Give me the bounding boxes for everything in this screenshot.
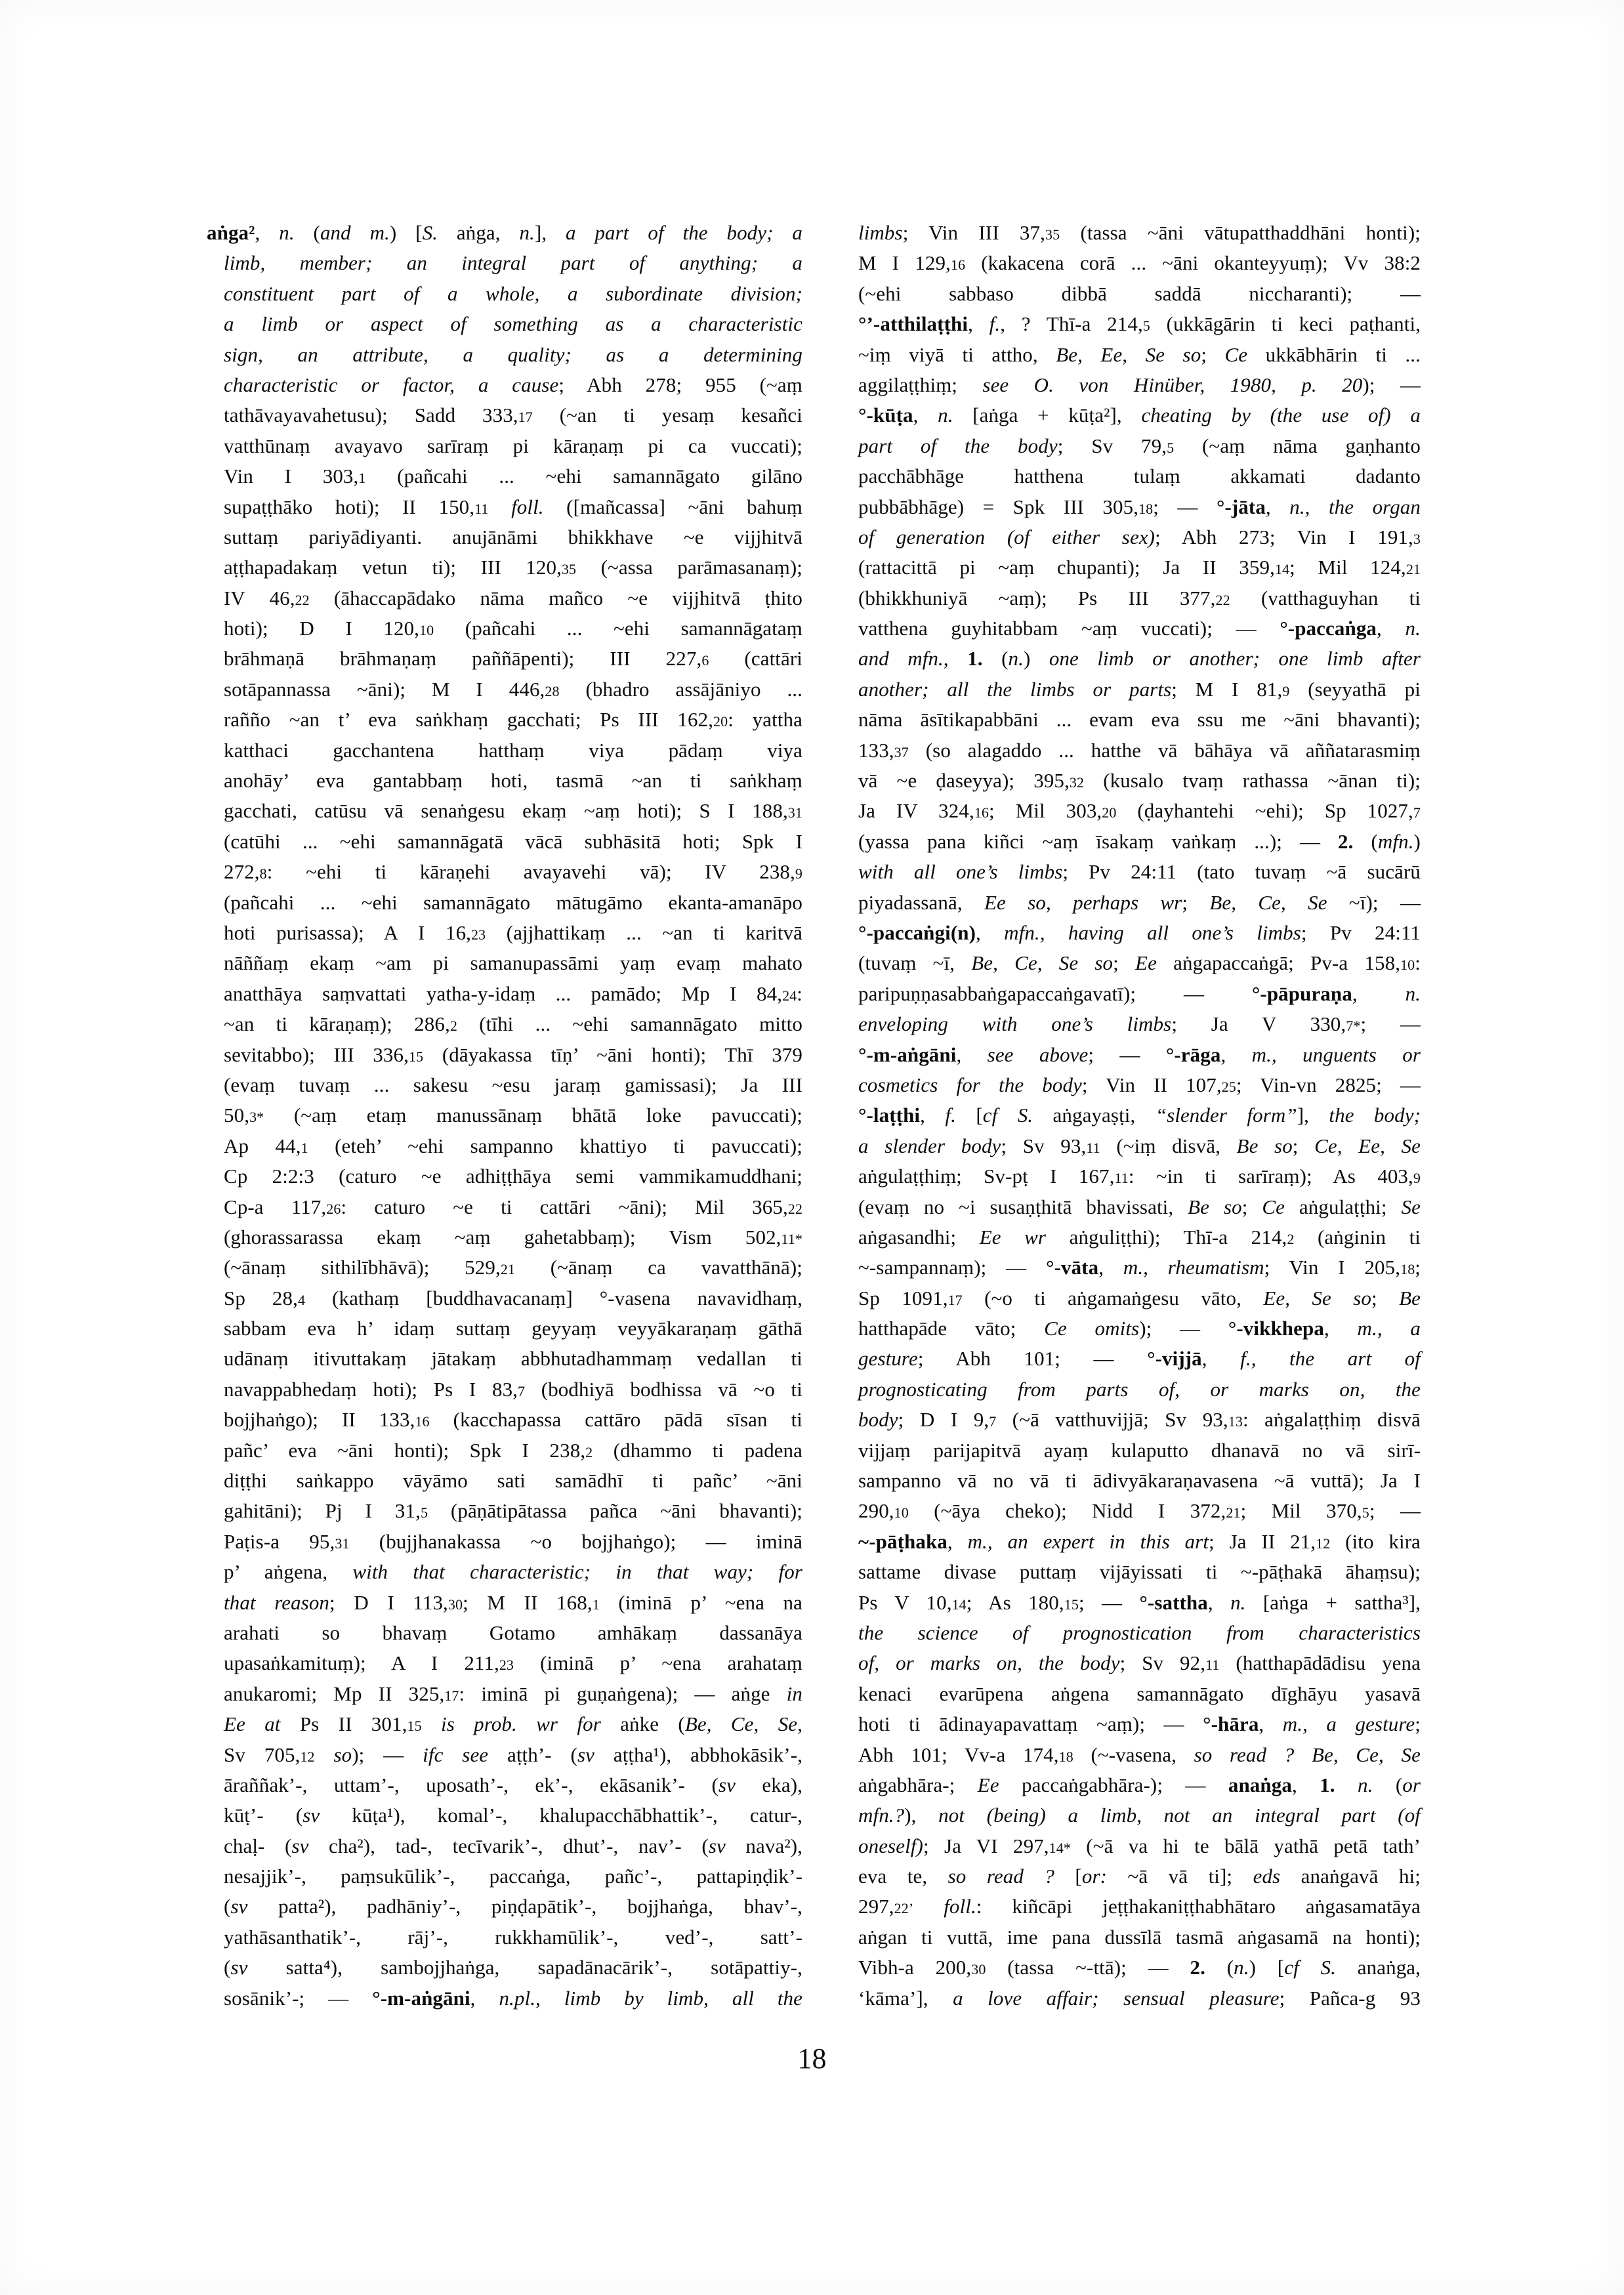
text-line: Sp 1091,17 (~o ti aṅgamaṅgesu vāto, Ee, Se so; Be	[858, 1286, 1421, 1310]
text-line: of generation (of either sex); Abh 273; Vin I 191,3	[858, 525, 1421, 548]
text-line: Ee at Ps II 301,15 is prob. wr for aṅke (Be, Ce, Se,	[224, 1712, 803, 1736]
text-line: supaṭṭhāko hoti); II 150,11 foll. ([mañcassa] ~āni bahuṃ	[224, 495, 802, 518]
text-line: with all one’s limbs; Pv 24:11 (tato tuvaṃ ~ā sucārū	[858, 860, 1421, 884]
text-line: nesajjik’-, paṃsukūlik’-, paccaṅga, pañc’-, pattapiṇḍik’-	[224, 1865, 802, 1888]
text-line: °-paccaṅgi(n), mfn., having all one’s limbs; Pv 24:11	[858, 920, 1421, 944]
text-line: aṅgulaṭṭhiṃ; Sv-pṭ I 167,11: ~in ti sarīraṃ); As 403,9	[858, 1165, 1421, 1188]
text-line: of, or marks on, the body; Sv 92,11 (hatthapādādisu yena	[858, 1651, 1421, 1675]
text-line: (tuvaṃ ~ī, Be, Ce, Se so; Ee aṅgapaccaṅgā; Pv-a 158,10:	[858, 951, 1421, 975]
text-line: sotāpannassa ~āni); M I 446,28 (bhadro assājāniyo ...	[224, 677, 803, 701]
text-line: 297,22’ foll.: kiñcāpi jeṭṭhakaniṭṭhabhātaro aṅgasamatāya	[858, 1895, 1421, 1918]
text-line: gahitāni); Pj I 31,5 (pāṇātipātassa pañca ~āni bhavanti);	[224, 1499, 803, 1523]
text-line: āraññak’-, uttam’-, uposath’-, ek’-, ekāsanik’- (sv eka),	[224, 1773, 802, 1796]
text-line: aggilaṭṭhiṃ; see O. von Hinüber, 1980, p. 20); —	[858, 373, 1421, 396]
text-line: vijjaṃ parijapitvā ayaṃ kulaputto dhanavā no vā sirī-	[858, 1438, 1421, 1462]
text-line: Ap 44,1 (eteh’ ~ehi sampanno khattiyo ti pavuccati);	[224, 1134, 802, 1157]
text-line: vatthena guyhitabbam ~aṃ vuccati); — °-paccaṅga, n.	[858, 617, 1421, 640]
text-line: characteristic or factor, a cause; Abh 278; 955 (~aṃ	[224, 373, 802, 396]
text-line: pacchābhāge hatthena tulaṃ akkamati dadanto	[858, 465, 1421, 488]
text-line: Vin I 303,1 (pañcahi ... ~ehi samannāgato gilāno	[224, 465, 802, 488]
text-line: pañc’ eva ~āni honti); Spk I 238,2 (dhammo ti padena	[224, 1438, 802, 1462]
text-line: Cp-a 117,26: caturo ~e ti cattāri ~āni); Mil 365,22	[224, 1195, 802, 1218]
text-line: Paṭis-a 95,31 (bujjhanakassa ~o bojjhaṅgo); — iminā	[224, 1529, 802, 1553]
text-line: anukaromi; Mp II 325,17: iminā pi guṇaṅgena); — aṅge in	[224, 1682, 802, 1705]
text-line: eva te, so read ? [or: ~ā vā ti]; eds anaṅgavā hi;	[858, 1865, 1421, 1888]
text-line: (pañcahi ... ~ehi samannāgato mātugāmo ekanta-amanāpo	[224, 890, 802, 914]
text-line: katthaci gacchantena hatthaṃ viya pādaṃ viya	[224, 738, 802, 762]
text-line: °-kūṭa, n. [aṅga + kūṭa²], cheating by (the use of) a	[858, 403, 1421, 427]
text-line: upasaṅkamituṃ); A I 211,23 (iminā p’ ~ena arahataṃ	[224, 1651, 802, 1675]
text-line: Sv 705,12 so); — ifc see aṭṭh’- (sv aṭṭha¹), abbhokāsik’-,	[224, 1743, 802, 1766]
text-line: ~-pāṭhaka, m., an expert in this art; Ja II 21,12 (ito kira	[858, 1529, 1421, 1553]
text-line: ~iṃ viyā ti attho, Be, Ee, Se so; Ce ukkābhārin ti ...	[858, 342, 1421, 366]
text-line: yathāsanthatik’-, rāj’-, rukkhamūlik’-, ved’-, satt’-	[224, 1925, 802, 1949]
text-line: (evaṃ no ~i susaṇṭhitā bhavissati, Be so; Ce aṅgulaṭṭhi; Se	[858, 1195, 1421, 1218]
text-line: (~ehi sabbaso dibbā saddā niccharanti); —	[858, 281, 1421, 305]
text-line: rañño ~an t’ eva saṅkhaṃ gacchati; Ps III 162,20: yattha	[224, 708, 802, 732]
text-line: chaḷ- (sv cha²), tad-, tecīvarik’-, dhut’-, nav’- (sv nava²),	[224, 1834, 803, 1857]
text-line: oneself); Ja VI 297,14* (~ā va hi te bālā yathā petā tath’	[858, 1834, 1421, 1857]
text-line: constituent part of a whole, a subordinate division;	[224, 281, 802, 305]
text-line: mfn.?), not (being) a limb, not an integral part (of	[858, 1804, 1421, 1827]
text-line: °-laṭṭhi, f. [cf S. aṅgayaṣṭi, “slender form”], the body;	[858, 1104, 1421, 1127]
text-line: ~-sampannaṃ); — °-vāta, m., rheumatism; Vin I 205,18;	[858, 1256, 1421, 1279]
text-line: hoti ti ādinayapavattaṃ ~aṃ); — °-hāra, m., a gesture;	[858, 1712, 1421, 1736]
text-line: part of the body; Sv 79,5 (~aṃ nāma gaṇhanto	[858, 434, 1421, 457]
left-column	[207, 218, 802, 2014]
text-line: vā ~e ḍaseyya); 395,32 (kusalo tvaṃ rathassa ~ānan ti);	[858, 769, 1421, 793]
text-line: a limb or aspect of something as a characteristic	[224, 312, 802, 336]
text-line: prognosticating from parts of, or marks on, the	[858, 1377, 1421, 1401]
text-line: (rattacittā pi ~aṃ chupanti); Ja II 359,14; Mil 124,21	[858, 556, 1421, 579]
text-line: kenaci evarūpena aṅgena samannāgato dīghāyu yasavā	[858, 1682, 1421, 1705]
text-line: (yassa pana kiñci ~aṃ īsakaṃ vaṅkaṃ ...); — 2. (mfn.)	[858, 829, 1421, 853]
text-line: cosmetics for the body; Vin II 107,25; Vin-vn 2825; —	[858, 1073, 1421, 1096]
text-line: IV 46,22 (āhaccapādako nāma mañco ~e vijjhitvā ṭhito	[224, 586, 802, 610]
text-line: Ps V 10,14; As 180,15; — °-sattha, n. [aṅga + sattha³],	[858, 1590, 1421, 1614]
text-line: 50,3* (~aṃ etaṃ manussānaṃ bhātā loke pavuccati);	[224, 1104, 802, 1127]
right-column	[858, 218, 1421, 2014]
text-line: brāhmaṇā brāhmaṇaṃ paññāpenti); III 227,6 (cattāri	[224, 647, 802, 671]
text-line: diṭṭhi saṅkappo vāyāmo sati samādhī ti pañc’ ~āni	[224, 1469, 802, 1493]
text-line: sattame divase puttaṃ vijāyissati ti ~-pāṭhakā āhaṃsu);	[858, 1560, 1421, 1584]
text-line: 290,10 (~āya cheko); Nidd I 372,21; Mil 370,5; —	[858, 1499, 1421, 1523]
text-line: Ja IV 324,16; Mil 303,20 (ḍayhantehi ~ehi); Sp 1027,7	[858, 799, 1421, 823]
text-line: vatthūnaṃ avayavo sarīraṃ pi kāraṇaṃ pi ca vuccati);	[224, 434, 802, 457]
text-line: that reason; D I 113,30; M II 168,1 (iminā p’ ~ena na	[224, 1590, 802, 1614]
text-line: (ghorassarassa ekaṃ ~aṃ gahetabbaṃ); Vism 502,11*	[224, 1225, 802, 1249]
text-line: and mfn., 1. (n.) one limb or another; one limb after	[858, 647, 1421, 671]
text-line: limb, member; an integral part of anything; a	[224, 251, 802, 275]
text-line: anatthāya saṃvattati yatha-y-idaṃ ... pamādo; Mp I 84,24:	[224, 982, 802, 1005]
text-line: body; D I 9,7 (~ā vatthuvijjā; Sv 93,13: aṅgalaṭṭhiṃ disvā	[858, 1408, 1421, 1432]
text-line: navappabhedaṃ hoti); Ps I 83,7 (bodhiyā bodhissa vā ~o ti	[224, 1377, 802, 1401]
text-line: (bhikkhuniyā ~aṃ); Ps III 377,22 (vatthaguyhan ti	[858, 586, 1421, 610]
text-line: Cp 2:2:3 (caturo ~e adhiṭṭhāya semi vammikamuddhani;	[224, 1165, 802, 1188]
text-line: another; all the limbs or parts; M I 81,9 (seyyathā pi	[858, 677, 1421, 701]
text-line: tathāvayavahetusu); Sadd 333,17 (~an ti yesaṃ kesañci	[224, 403, 802, 427]
text-line: °’-atthilaṭṭhi, f., ? Thī-a 214,5 (ukkāgārin ti keci paṭhanti,	[858, 312, 1421, 336]
text-line: (~ānaṃ sithilībhāvā); 529,21 (~ānaṃ ca vavatthānā);	[224, 1256, 802, 1279]
text-line: aṭṭhapadakaṃ vetun ti); III 120,35 (~assa parāmasanaṃ);	[224, 556, 802, 579]
text-line: nāma āsītikapabbāni ... evam eva ssu me ~āni bhavanti);	[858, 708, 1421, 732]
text-line: pubbābhāge) = Spk III 305,18; — °-jāta, n., the organ	[858, 495, 1421, 518]
text-line: the science of prognostication from characteristics	[858, 1621, 1421, 1644]
text-line: piyadassanā, Ee so, perhaps wr; Be, Ce, Se ~ī); —	[858, 890, 1421, 914]
text-line: 272,8: ~ehi ti kāraṇehi avayavehi vā); IV 238,9	[224, 860, 802, 884]
text-line: Sp 28,4 (kathaṃ [buddhavacanaṃ] °-vasena navavidhaṃ,	[224, 1286, 802, 1310]
text-line: aṅgasandhi; Ee wr aṅguliṭṭhi); Thī-a 214,2 (aṅginin ti	[858, 1225, 1421, 1249]
text-line: hoti); D I 120,10 (pañcahi ... ~ehi samannāgataṃ	[224, 617, 803, 640]
text-line: anohāy’ eva gantabbaṃ hoti, tasmā ~an ti saṅkhaṃ	[224, 769, 802, 793]
text-line: arahati so bhavaṃ Gotamo amhākaṃ dassanāya	[224, 1621, 802, 1644]
text-line: sign, an attribute, a quality; as a determining	[224, 342, 802, 366]
text-line: sabbam eva h’ idaṃ suttaṃ geyyaṃ veyyākaraṇaṃ gāthā	[224, 1317, 802, 1340]
text-line: udānaṃ itivuttakaṃ jātakaṃ abbhutadhammaṃ vedallan ti	[224, 1347, 802, 1371]
text-line: limbs; Vin III 37,35 (tassa ~āni vātupatthaddhāni honti);	[858, 221, 1421, 244]
text-line: gacchati, catūsu vā senaṅgesu ekaṃ ~aṃ hoti); S I 188,31	[224, 799, 802, 823]
text-line: hatthapāde vāto; Ce omits); — °-vikkhepa, m., a	[858, 1317, 1421, 1340]
text-line: gesture; Abh 101; — °-vijjā, f., the art of	[858, 1347, 1421, 1371]
text-line: sosānik’-; — °-m-aṅgāni, n.pl., limb by limb, all the	[224, 1986, 803, 2010]
text-line: M I 129,16 (kakacena corā ... ~āni okanteyyuṃ); Vv 38:2	[858, 251, 1421, 275]
text-line: aṅgan ti vuttā, ime pana dussīlā tasmā aṅgasamā na honti);	[858, 1925, 1421, 1949]
text-line: °-m-aṅgāni, see above; — °-rāga, m., unguents or	[858, 1043, 1421, 1066]
text-line: (sv patta²), padhāniy’-, piṇḍapātik’-, bojjhaṅga, bhav’-,	[224, 1895, 802, 1918]
text-line: ‘kāma’], a love affair; sensual pleasure; Pañca-g 93	[858, 1986, 1421, 2010]
text-line: 133,37 (so alagaddo ... hatthe vā bāhāya vā aññatarasmiṃ	[858, 738, 1421, 762]
text-line: p’ aṅgena, with that characteristic; in that way; for	[224, 1560, 802, 1584]
text-line: hoti purisassa); A I 16,23 (ajjhattikaṃ ... ~an ti karitvā	[224, 920, 802, 944]
page-number: 18	[797, 2042, 827, 2075]
text-line: a slender body; Sv 93,11 (~iṃ disvā, Be so; Ce, Ee, Se	[858, 1134, 1421, 1157]
text-line: suttaṃ pariyādiyanti. anujānāmi bhikkhave ~e vijjhitvā	[224, 525, 802, 548]
text-line: (evaṃ tuvaṃ ... sakesu ~esu jaraṃ gamissasi); Ja III	[224, 1073, 802, 1096]
text-line: bojjhaṅgo); II 133,16 (kacchapassa cattāro pādā sīsan ti	[224, 1408, 803, 1432]
text-line: nāññaṃ ekaṃ ~am pi samanupassāmi yaṃ evaṃ mahato	[224, 951, 802, 975]
text-line: sevitabbo); III 336,15 (dāyakassa tīṇ’ ~āni honti); Thī 379	[224, 1043, 803, 1066]
text-line: aṅgabhāra-; Ee paccaṅgabhāra-); — anaṅga, 1. n. (or	[858, 1773, 1421, 1796]
text-line: (catūhi ... ~ehi samannāgatā vācā subhāsitā hoti; Spk I	[224, 829, 802, 853]
text-line: kūṭ’- (sv kūṭa¹), komal’-, khalupacchābhattik’-, catur-,	[224, 1804, 802, 1827]
text-line: enveloping with one’s limbs; Ja V 330,7*; —	[858, 1012, 1421, 1036]
text-line: sampanno vā no vā ti ādivyākaraṇavasena ~ā vuttā); Ja I	[858, 1469, 1421, 1493]
text-line: Vibh-a 200,30 (tassa ~-ttā); — 2. (n.) [cf S. anaṅga,	[858, 1956, 1421, 1979]
text-line: paripuṇṇasabbaṅgapaccaṅgavatī); — °-pāpuraṇa, n.	[858, 982, 1421, 1005]
text-line: ~an ti kāraṇaṃ); 286,2 (tīhi ... ~ehi samannāgato mitto	[224, 1012, 802, 1036]
text-line: aṅga², n. (and m.) [S. aṅga, n.], a part of the body; a	[207, 221, 802, 244]
text-line: (sv satta⁴), sambojjhaṅga, sapadānacārik’-, sotāpattiy-,	[224, 1956, 802, 1979]
text-line: Abh 101; Vv-a 174,18 (~-vasena, so read ? Be, Ce, Se	[858, 1743, 1421, 1766]
